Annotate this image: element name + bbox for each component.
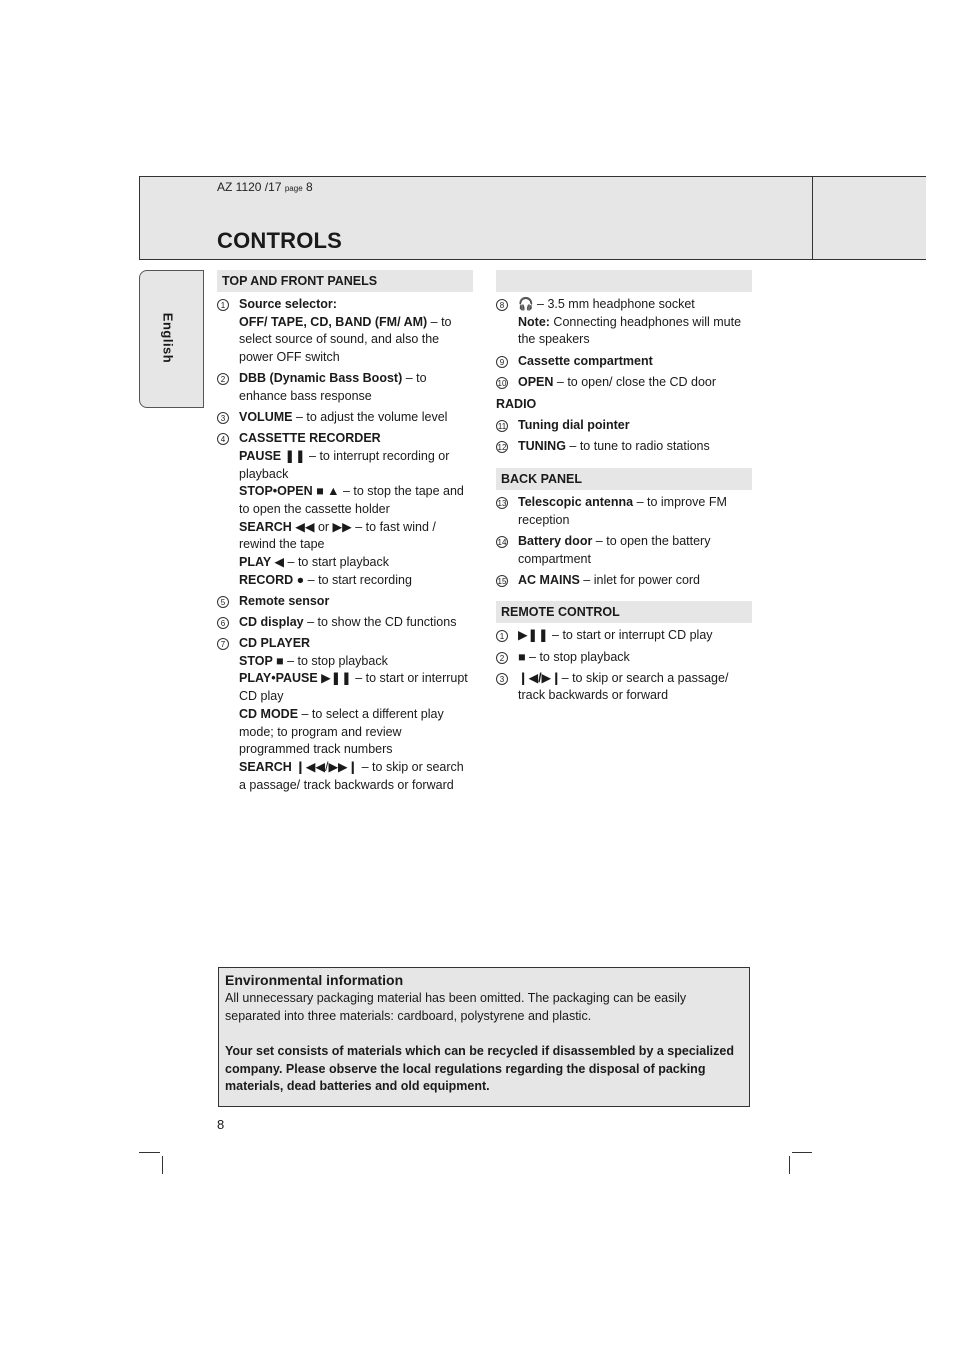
item-number: 2 [496, 652, 508, 664]
item-control-name: CD MODE [239, 706, 299, 721]
environmental-text: All unnecessary packaging material has been omitted. The packaging can be easily separated into three materials: cardboard, polystyrene and plastic. [225, 991, 687, 1023]
item-description: 🎧 – 3.5 mm headphone socket [518, 297, 695, 311]
item-control-name: RECORD ● [239, 572, 305, 587]
item-number: 3 [217, 412, 229, 424]
header-divider [812, 176, 813, 259]
left-column [217, 270, 473, 794]
item-line [239, 759, 473, 794]
item-number: 9 [496, 356, 508, 368]
item-description: – to stop playback [283, 653, 388, 668]
item-number: 5 [217, 596, 229, 608]
page-number: 8 [217, 1117, 225, 1132]
item-control-name: VOLUME [239, 410, 293, 424]
list-item [496, 670, 752, 705]
list-item [217, 370, 473, 405]
item-description: – to tune to radio stations [565, 439, 710, 454]
item-control-name: CD PLAYER [239, 636, 311, 650]
item-line [518, 533, 752, 568]
item-number: 15 [497, 576, 507, 586]
right-column [496, 270, 752, 705]
item-control-name: CD display [239, 614, 304, 629]
item-control-name: STOP ■ [239, 653, 284, 668]
item-control-name: SEARCH ◀◀ [239, 519, 315, 534]
item-line [518, 374, 752, 392]
item-number: 13 [497, 499, 507, 509]
list-item [496, 533, 752, 568]
item-line [239, 614, 473, 632]
right-items-a [496, 296, 752, 391]
item-number: 7 [217, 638, 229, 650]
item-control-name: AC MAINS [518, 572, 580, 587]
list-item [496, 374, 752, 392]
item-description: – to improve FM reception [518, 495, 727, 527]
item-description: – to interrupt recording or playback [239, 448, 450, 481]
item-number: 4 [217, 433, 229, 445]
item-line [239, 670, 473, 705]
item-control-name: Source selector: [239, 297, 337, 311]
environmental-warning: Your set consists of materials which can be recycled if disassembled by a specialized company. Please observe the local regulations regarding the disposal of packing materials, dead batteries and old equipment. [225, 1044, 734, 1093]
item-number: 10 [497, 378, 507, 388]
item-control-name: SEARCH [239, 759, 292, 774]
list-item [496, 627, 752, 645]
environmental-box [218, 967, 750, 1107]
list-item [217, 296, 473, 367]
item-description: – to start or interrupt CD play [548, 628, 713, 643]
item-description: – to select source of sound, and also the power OFF switch [239, 314, 452, 365]
right-items-d [496, 627, 752, 705]
item-control-name: CASSETTE RECORDER [239, 431, 381, 446]
item-line [239, 409, 473, 427]
item-description: – to select a different play mode; to program and review programmed track numbers [239, 706, 444, 757]
item-description: – to start or interrupt CD play [239, 671, 468, 704]
item-line [518, 627, 752, 645]
item-description: – to skip or search a passage/ track backwards or forward [518, 670, 729, 703]
item-description: ❙◀◀/▶▶❙ – to skip or search a passage/ track backwards or forward [239, 759, 464, 792]
section-title-top-front: TOP AND FRONT PANELS [217, 270, 473, 292]
item-description: or ▶▶ – to fast wind / rewind the tape [239, 519, 436, 552]
item-control-name: ▶❚❚ [518, 628, 549, 643]
item-control-name: PLAY•PAUSE ▶❚❚ [239, 671, 352, 686]
right-items-b [496, 417, 752, 456]
item-control-name: DBB (Dynamic Bass Boost) [239, 371, 403, 386]
page-word: page [284, 184, 303, 193]
model-number: AZ 1120 /17 [217, 180, 282, 194]
crop-mark [792, 1152, 812, 1153]
item-control-name: PLAY ◀ [239, 555, 285, 570]
item-description: – to open/ close the CD door [553, 374, 717, 389]
item-number: 1 [217, 299, 229, 311]
item-control-name: ❙◀/▶❙ [518, 670, 562, 685]
model-line [217, 180, 313, 194]
item-control-name: OFF/ TAPE, CD, BAND (FM/ AM) [239, 314, 428, 329]
item-line [518, 494, 752, 529]
page-title: CONTROLS [217, 228, 343, 253]
item-line [239, 483, 473, 518]
list-item [217, 614, 473, 632]
item-number: 8 [496, 299, 508, 311]
item-description: Connecting headphones will mute the speakers [518, 314, 742, 347]
item-control-name: Remote sensor [239, 593, 330, 608]
item-control-name: Telescopic antenna [518, 495, 634, 510]
item-line [239, 370, 473, 405]
item-number: 6 [217, 617, 229, 629]
list-item [496, 417, 752, 435]
item-line [518, 353, 752, 371]
list-item [496, 353, 752, 371]
item-line [518, 314, 752, 349]
list-item [496, 296, 752, 349]
item-description: – to enhance bass response [239, 371, 427, 403]
item-control-name: ■ [518, 649, 526, 664]
item-control-name: TUNING [518, 439, 566, 454]
item-number: 1 [496, 630, 508, 642]
item-line [239, 706, 473, 759]
item-line [518, 572, 752, 590]
item-number: 2 [217, 373, 229, 385]
item-control-name: Note: [518, 314, 550, 329]
item-line [239, 593, 473, 611]
list-item [496, 572, 752, 590]
list-item [496, 494, 752, 529]
item-line [518, 296, 752, 314]
item-description: – to stop the tape and to open the cassette holder [239, 484, 464, 516]
item-line [518, 438, 752, 456]
section-title-back: BACK PANEL [496, 468, 752, 490]
item-line [239, 572, 473, 590]
item-line [518, 417, 752, 435]
section-title-blank [496, 270, 752, 292]
item-line [239, 653, 473, 671]
radio-heading: RADIO [496, 397, 537, 412]
item-line [239, 430, 473, 448]
crop-mark [162, 1156, 163, 1174]
item-control-name: PAUSE ❚❚ [239, 448, 306, 463]
item-number: 14 [497, 537, 507, 547]
list-item [217, 430, 473, 589]
item-line [239, 554, 473, 572]
list-item [217, 635, 473, 794]
list-item [496, 649, 752, 667]
environmental-title: Environmental information [225, 972, 404, 988]
item-description: – to stop playback [525, 649, 630, 664]
item-line [518, 649, 752, 667]
item-control-name: STOP•OPEN ■ ▲ [239, 484, 340, 499]
item-description: – to start recording [304, 572, 412, 587]
section-title-remote: REMOTE CONTROL [496, 601, 752, 623]
item-control-name: Tuning dial pointer [518, 418, 630, 433]
right-items-c [496, 494, 752, 589]
item-line [239, 314, 473, 367]
item-control-name: OPEN [518, 374, 554, 389]
language-tab-label: English [160, 312, 176, 364]
item-line [518, 670, 752, 705]
item-line [239, 519, 473, 554]
item-description: – to start playback [284, 555, 389, 570]
item-line [239, 296, 473, 314]
list-item [217, 593, 473, 611]
left-items [217, 296, 473, 794]
list-item [217, 409, 473, 427]
item-line [239, 448, 473, 483]
list-item [496, 438, 752, 456]
item-line [239, 635, 473, 653]
crop-mark [139, 1152, 160, 1153]
item-control-name: Battery door [518, 533, 593, 548]
item-description: – inlet for power cord [579, 572, 701, 587]
item-description: – to show the CD functions [303, 614, 457, 629]
item-number: 11 [497, 422, 507, 432]
item-number: 12 [497, 443, 507, 453]
crop-mark [789, 1156, 790, 1174]
item-description: – to adjust the volume level [292, 410, 448, 424]
item-number: 3 [496, 673, 508, 685]
page-ref: 8 [305, 180, 313, 194]
item-control-name: Cassette compartment [518, 353, 653, 368]
item-description: – to open the battery compartment [518, 533, 711, 566]
